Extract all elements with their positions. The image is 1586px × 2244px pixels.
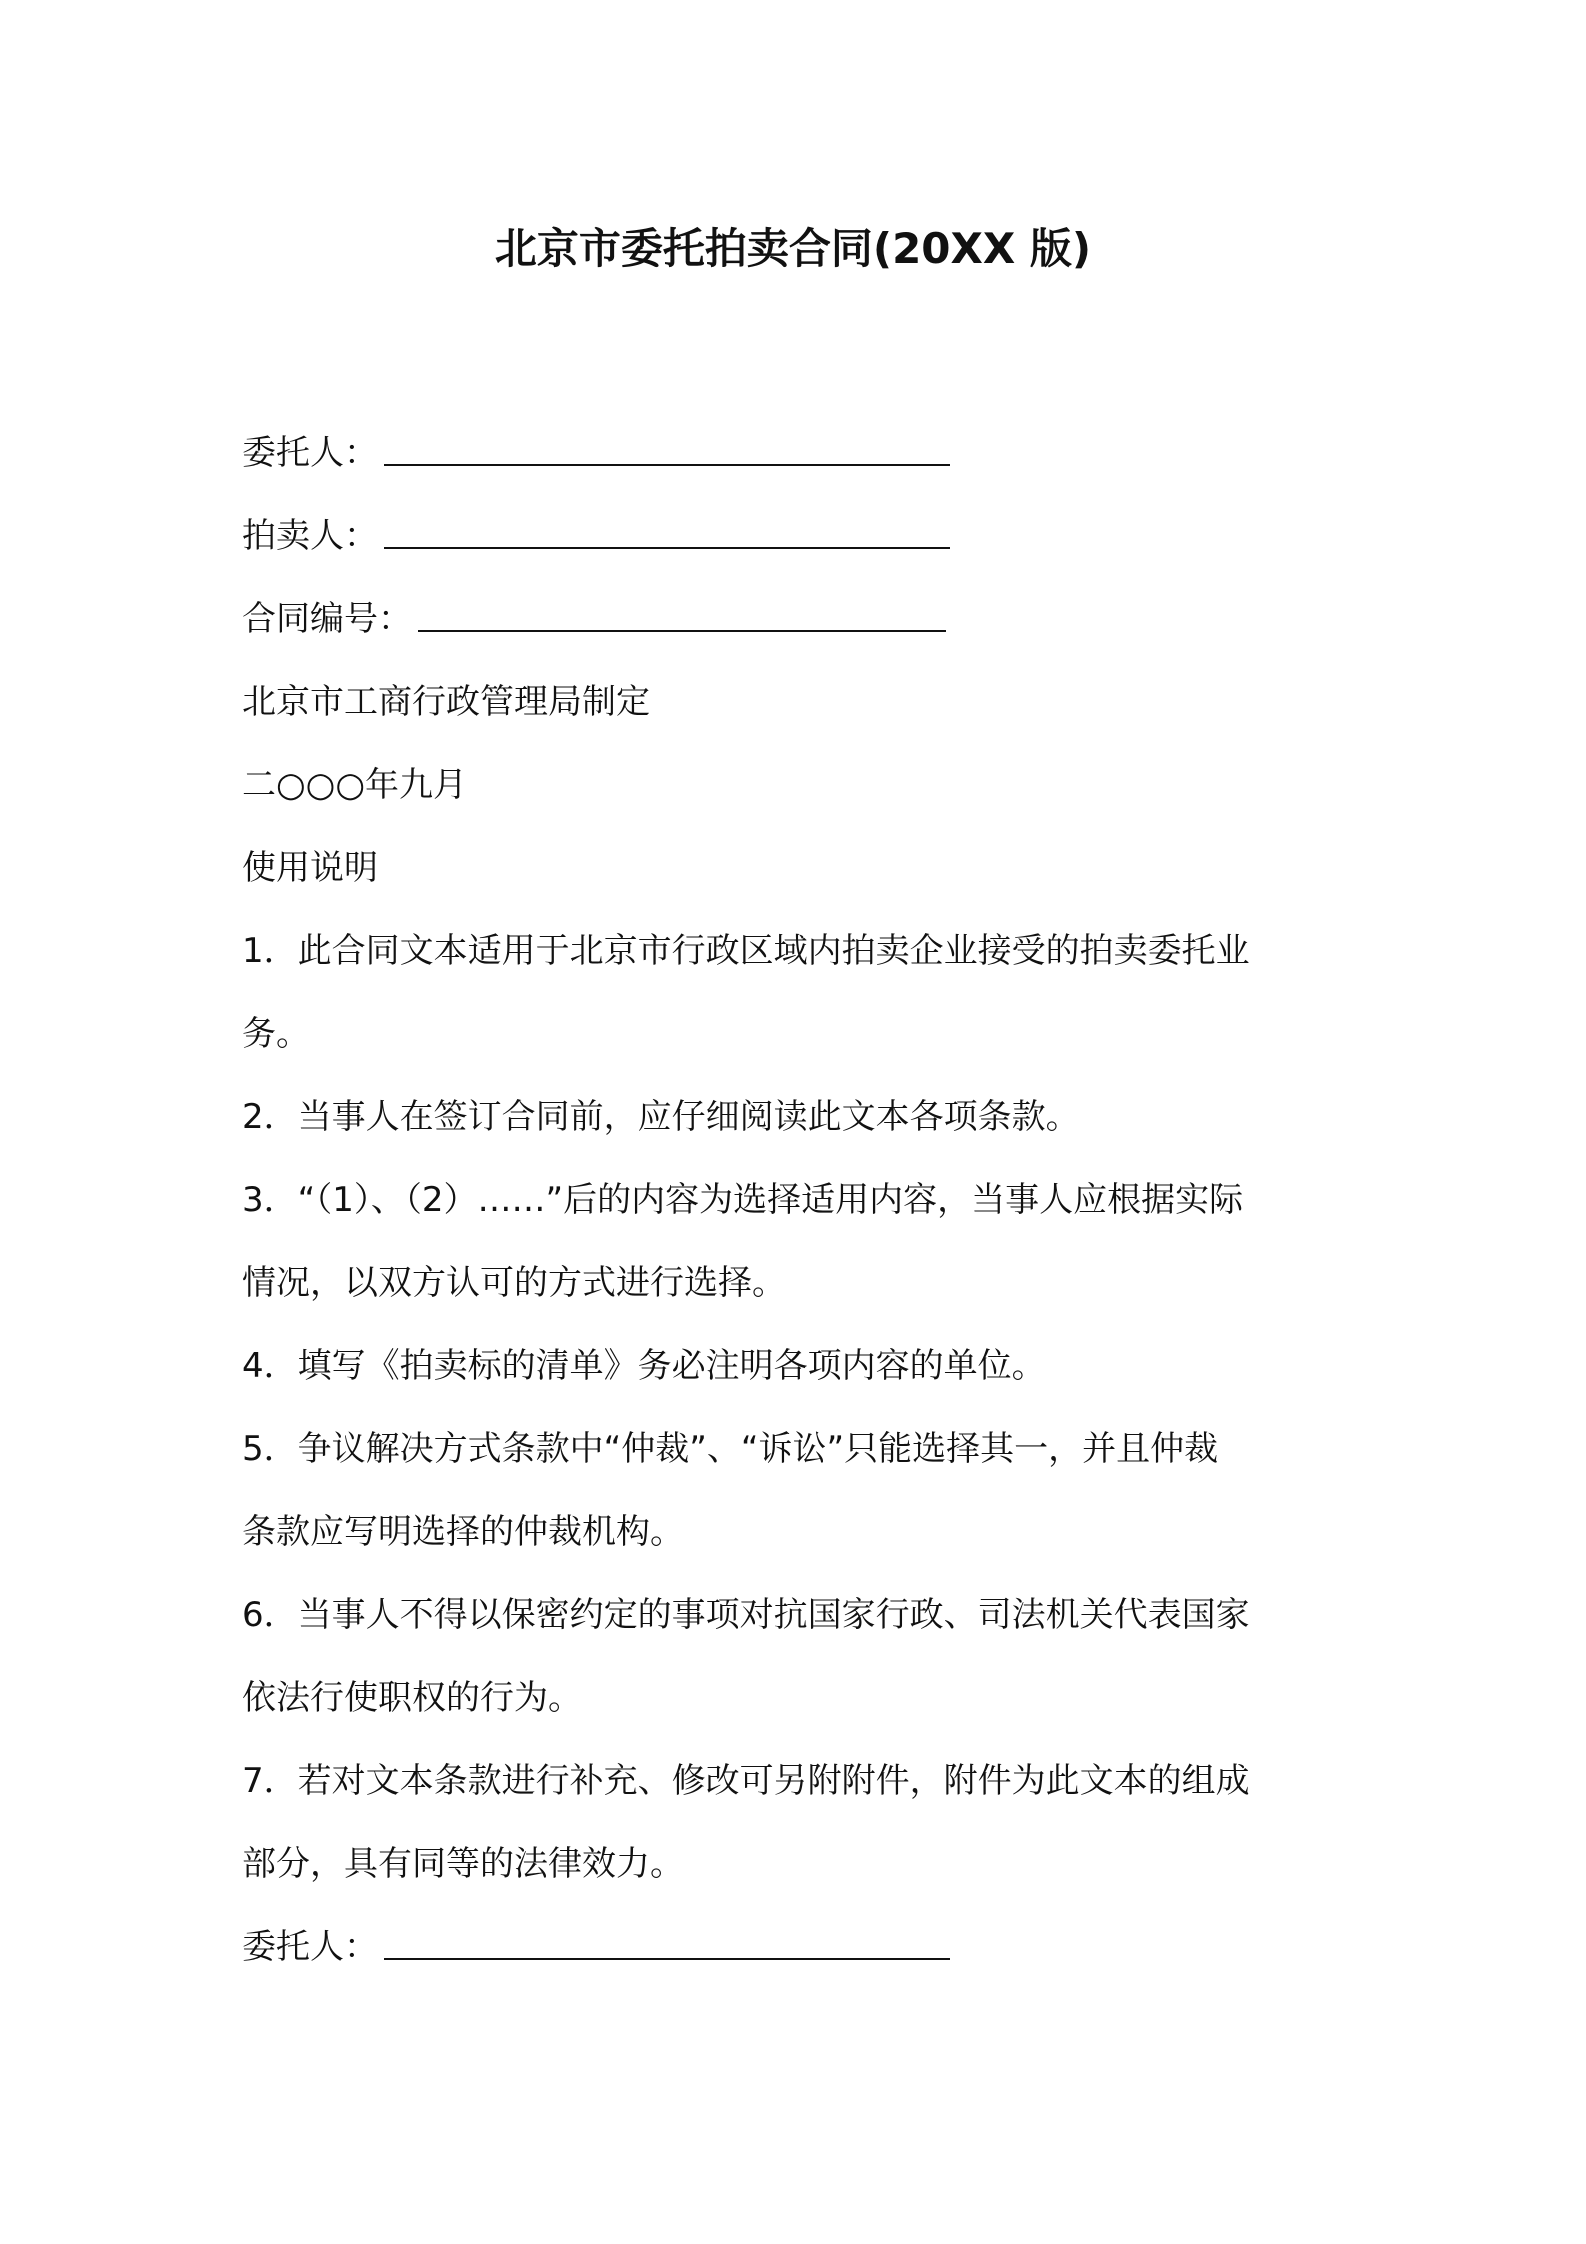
instruction-item <box>242 1076 1352 1159</box>
instruction-line: 2．当事人在签订合同前，应仔细阅读此文本各项条款。 <box>242 1097 1080 1137</box>
instruction-item <box>242 1574 1352 1740</box>
instruction-item <box>242 1408 1352 1574</box>
instruction-line: 1．此合同文本适用于北京市行政区域内拍卖企业接受的拍卖委托业 <box>242 931 1250 971</box>
issuer-text: 北京市工商行政管理局制定 <box>242 682 650 722</box>
instruction-line: 部分，具有同等的法律效力。 <box>242 1844 684 1884</box>
client-label: 委托人： <box>242 433 378 473</box>
document-body <box>242 412 1352 1989</box>
instruction-item <box>242 1325 1352 1408</box>
instruction-line: 3．“（1）、（2）……”后的内容为选择适用内容，当事人应根据实际 <box>242 1180 1244 1220</box>
date-text: 二○○○年九月 <box>242 765 468 805</box>
document-title: 北京市委托拍卖合同(20XX 版) <box>494 224 1092 273</box>
instruction-line: 条款应写明选择的仲裁机构。 <box>242 1512 684 1552</box>
instruction-line: 5．争议解决方式条款中“仲裁”、“诉讼”只能选择其一，并且仲裁 <box>242 1429 1219 1469</box>
instruction-item <box>242 1740 1352 1906</box>
contract-number-blank[interactable] <box>418 590 946 632</box>
client-field <box>242 412 1352 495</box>
instruction-line: 情况，以双方认可的方式进行选择。 <box>242 1263 786 1303</box>
instruction-line: 6．当事人不得以保密约定的事项对抗国家行政、司法机关代表国家 <box>242 1595 1250 1635</box>
footer-client-label: 委托人： <box>242 1927 378 1967</box>
instruction-item <box>242 1159 1352 1325</box>
instruction-line: 务。 <box>242 1014 310 1054</box>
auctioneer-blank[interactable] <box>384 507 950 549</box>
footer-client-field <box>242 1906 1352 1989</box>
instruction-line: 4．填写《拍卖标的清单》务必注明各项内容的单位。 <box>242 1346 1046 1386</box>
footer-client-blank[interactable] <box>384 1918 950 1960</box>
auctioneer-label: 拍卖人： <box>242 516 378 556</box>
contract-number-label: 合同编号： <box>242 599 412 639</box>
instruction-line: 依法行使职权的行为。 <box>242 1678 582 1718</box>
instructions-heading: 使用说明 <box>242 848 378 888</box>
contract-number-field <box>242 578 1352 661</box>
auctioneer-field <box>242 495 1352 578</box>
instruction-line: 7．若对文本条款进行补充、修改可另附附件，附件为此文本的组成 <box>242 1761 1250 1801</box>
client-blank[interactable] <box>384 424 950 466</box>
instruction-item <box>242 910 1352 1076</box>
